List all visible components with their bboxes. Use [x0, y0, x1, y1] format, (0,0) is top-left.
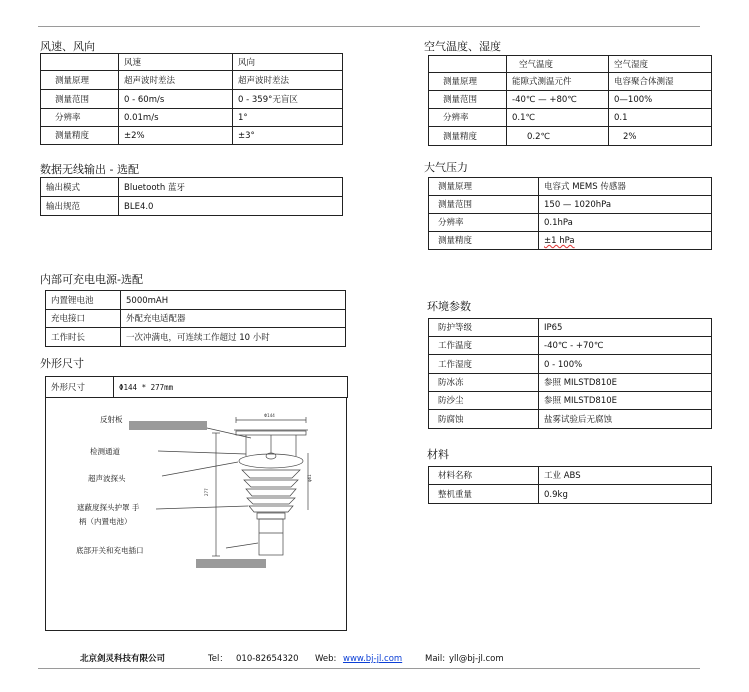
table-cell: 一次冲满电，可连续工作超过 10 小时 [121, 328, 346, 347]
row-label: 测量精度 [41, 127, 119, 145]
table-cell: 0.1hPa [539, 214, 712, 232]
row-label: 测量范围 [429, 196, 539, 214]
table-cell: 外配充电适配器 [121, 310, 346, 328]
power-table [45, 290, 346, 347]
power-section-title: 内部可充电电源-选配 [40, 273, 143, 286]
table-cell: ±2% [119, 127, 233, 145]
footer-web-link[interactable] [343, 654, 402, 664]
row-label: 防腐蚀 [429, 410, 539, 429]
table-row [429, 485, 712, 504]
table-cell: -40℃ - +70℃ [539, 337, 712, 355]
table-header-cell: 风向 [233, 54, 343, 71]
table-row [41, 127, 343, 145]
row-label: 测量范围 [41, 90, 119, 109]
table-cell [429, 56, 507, 73]
table-cell: 工业 ABS [539, 467, 712, 485]
table-cell: IP65 [539, 319, 712, 337]
table-row [429, 467, 712, 485]
callout-channel: 检测通道 [90, 447, 120, 456]
table-cell: -40℃ — +80℃ [507, 91, 609, 109]
table-cell: 1° [233, 109, 343, 127]
table-cell: 超声波时差法 [119, 71, 233, 90]
wind-table [40, 53, 343, 145]
table-row [41, 109, 343, 127]
table-cell: 参照 MILSTD810E [539, 374, 712, 392]
row-label: 测量范围 [429, 91, 507, 109]
table-row [429, 178, 712, 196]
table-row [429, 56, 712, 73]
table-row [429, 91, 712, 109]
sensor-outline-drawing [46, 398, 346, 630]
row-label: 工作温度 [429, 337, 539, 355]
callout-shield: 遮蔽度探头护罩 手 [77, 503, 140, 512]
wireless-section-title: 数据无线输出 - 选配 [40, 163, 139, 176]
row-label: 输出规范 [41, 197, 119, 216]
row-label: 测量原理 [41, 71, 119, 90]
table-row [429, 127, 712, 146]
row-label: 充电接口 [46, 310, 121, 328]
table-cell: 0.9kg [539, 485, 712, 504]
table-header-cell: 空气湿度 [609, 56, 712, 73]
table-cell: 参照 MILSTD810E [539, 392, 712, 410]
table-cell: 0.01m/s [119, 109, 233, 127]
dim-small: φ61 [307, 474, 312, 482]
table-header-cell: 空气温度 [507, 56, 609, 73]
table-cell: ±1 hPa [539, 232, 712, 250]
table-row [429, 73, 712, 91]
table-cell: Bluetooth 蓝牙 [119, 178, 343, 197]
table-row [429, 232, 712, 250]
row-label: 工作时长 [46, 328, 121, 347]
callout-probe: 超声波探头 [88, 474, 126, 483]
table-row [429, 410, 712, 429]
table-row [41, 178, 343, 197]
web-link[interactable]: www.bj-jl.com [343, 654, 403, 664]
table-cell: 0 - 60m/s [119, 90, 233, 109]
row-label: 防沙尘 [429, 392, 539, 410]
table-row [429, 109, 712, 127]
table-cell: Φ144 * 277mm [114, 377, 348, 398]
shape-table [45, 376, 348, 398]
table-row [429, 337, 712, 355]
row-label: 防护等级 [429, 319, 539, 337]
table-cell: BLE4.0 [119, 197, 343, 216]
table-cell: 5000mAH [121, 291, 346, 310]
footer-tel-label: Tel： [208, 654, 228, 664]
wireless-table [40, 177, 343, 216]
table-cell: 0.1 [609, 109, 712, 127]
row-label: 防冰冻 [429, 374, 539, 392]
env-table [428, 318, 712, 429]
table-row [41, 197, 343, 216]
table-row [429, 214, 712, 232]
air-section-title: 空气温度、湿度 [424, 40, 501, 53]
table-cell: 能隙式测温元件 [507, 73, 609, 91]
table-cell: 0.1℃ [507, 109, 609, 127]
row-label: 输出模式 [41, 178, 119, 197]
row-label: 整机重量 [429, 485, 539, 504]
table-cell: 超声波时差法 [233, 71, 343, 90]
table-row [429, 374, 712, 392]
table-row [46, 310, 346, 328]
row-label: 材料名称 [429, 467, 539, 485]
table-row [46, 291, 346, 310]
row-label: 工作湿度 [429, 355, 539, 374]
shape-section-title: 外形尺寸 [40, 357, 84, 370]
table-cell: 0 - 100% [539, 355, 712, 374]
row-label: 外形尺寸 [46, 377, 114, 398]
footer-web-label: Web: [315, 654, 337, 664]
table-cell: 0—100% [609, 91, 712, 109]
table-cell: 电容聚合体测湿 [609, 73, 712, 91]
material-section-title: 材料 [427, 448, 449, 461]
callout-reflector: 反射板 [100, 415, 123, 424]
row-label: 分辨率 [429, 109, 507, 127]
table-row [429, 355, 712, 374]
table-cell: 150 — 1020hPa [539, 196, 712, 214]
table-header-cell: 风速 [119, 54, 233, 71]
table-row [46, 328, 346, 347]
env-section-title: 环境参数 [427, 300, 471, 313]
pressure-table [428, 177, 712, 250]
dim-diameter: Φ144 [264, 413, 275, 418]
table-cell: ±3° [233, 127, 343, 145]
row-label: 分辨率 [41, 109, 119, 127]
table-row [41, 54, 343, 71]
wind-section-title: 风速、风向 [40, 40, 95, 53]
callout-bottom-switch: 底部开关和充电插口 [76, 546, 144, 555]
pressure-section-title: 大气压力 [424, 161, 468, 174]
row-label: 测量原理 [429, 73, 507, 91]
table-row [41, 71, 343, 90]
footer-tel: 010-82654320 [236, 654, 299, 664]
row-label: 分辨率 [429, 214, 539, 232]
table-cell [41, 54, 119, 71]
top-rule [38, 26, 700, 27]
footer-company: 北京剑灵科技有限公司 [80, 654, 166, 664]
table-cell: 2% [609, 127, 712, 146]
footer-mail[interactable]: yll@bj-jl.com [449, 654, 504, 664]
dim-height: 277 [204, 488, 209, 496]
table-cell: 0.2℃ [507, 127, 609, 146]
callout-handle: 柄（内置电池） [79, 517, 132, 526]
table-row [429, 319, 712, 337]
footer-rule [38, 668, 700, 669]
table-cell: 盐雾试验后无腐蚀 [539, 410, 712, 429]
footer-mail-label: Mail: [425, 654, 446, 664]
row-label: 测量精度 [429, 232, 539, 250]
table-row [46, 377, 348, 398]
row-label: 测量精度 [429, 127, 507, 146]
air-table [428, 55, 712, 146]
table-row [429, 196, 712, 214]
row-label: 内置锂电池 [46, 291, 121, 310]
material-table [428, 466, 712, 504]
table-cell: 电容式 MEMS 传感器 [539, 178, 712, 196]
row-label: 测量原理 [429, 178, 539, 196]
table-row [429, 392, 712, 410]
table-row [41, 90, 343, 109]
table-cell: 0 - 359°无盲区 [233, 90, 343, 109]
